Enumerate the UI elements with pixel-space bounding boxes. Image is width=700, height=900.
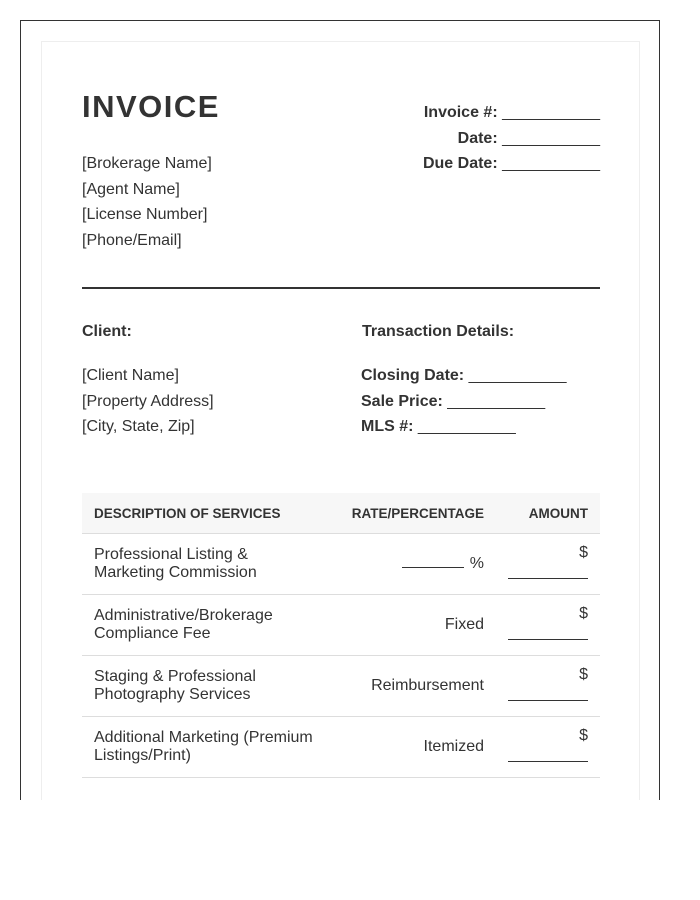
invoice-meta	[423, 100, 600, 177]
percent-sign: %	[469, 555, 484, 572]
due-date-label: Due Date:	[422, 155, 498, 173]
service-description: Professional Listing & Marketing Commission	[82, 534, 329, 595]
due-date-row	[423, 151, 600, 177]
client-heading: Client:	[82, 323, 132, 340]
invoice-number-field[interactable]: ___________	[502, 104, 600, 121]
invoice-title: INVOICE	[82, 89, 220, 124]
city-state-zip: [City, State, Zip]	[82, 418, 195, 436]
service-amount[interactable]	[496, 717, 600, 778]
date-row	[423, 126, 600, 152]
brokerage-name: [Brokerage Name]	[82, 155, 212, 172]
date-label: Date:	[457, 129, 498, 147]
amount-blank[interactable]	[508, 639, 588, 640]
sale-price-row	[361, 389, 566, 415]
date-field[interactable]: ___________	[502, 129, 600, 147]
amount-header: AMOUNT	[496, 493, 600, 534]
service-description: Additional Marketing (Premium Listings/Print)	[82, 717, 329, 778]
mls-row	[361, 414, 566, 440]
dollar-sign: $	[579, 665, 588, 683]
service-amount[interactable]	[496, 534, 600, 595]
sale-price-field[interactable]: ___________	[447, 392, 546, 410]
dollar-sign: $	[579, 604, 588, 622]
service-amount[interactable]	[496, 595, 600, 656]
table-row	[82, 656, 600, 717]
service-rate	[329, 534, 496, 595]
service-description: Staging & Professional Photography Services	[82, 656, 329, 717]
closing-date-field[interactable]: ___________	[468, 367, 567, 384]
service-amount[interactable]	[496, 656, 600, 717]
service-rate: Fixed	[329, 595, 496, 656]
closing-date-row	[361, 363, 566, 389]
invoice-number-row	[423, 100, 600, 126]
sale-price-label: Sale Price:	[361, 392, 443, 410]
dollar-sign: $	[579, 726, 588, 744]
invoice-number-label: Invoice #:	[423, 104, 498, 121]
service-rate: Reimbursement	[329, 656, 496, 717]
rate-header: RATE/PERCENTAGE	[329, 493, 496, 534]
agent-info	[82, 151, 212, 253]
amount-blank[interactable]	[508, 578, 588, 579]
transaction-info	[361, 363, 566, 440]
due-date-field[interactable]: ___________	[502, 155, 600, 173]
license-number: [License Number]	[82, 206, 208, 224]
dollar-sign: $	[579, 543, 588, 561]
agent-name: [Agent Name]	[82, 180, 180, 198]
header-divider	[82, 287, 600, 289]
closing-date-label: Closing Date:	[361, 367, 465, 384]
services-table	[82, 493, 600, 778]
client-info	[82, 363, 214, 440]
table-header-row	[82, 493, 600, 534]
percentage-blank[interactable]	[402, 555, 464, 568]
client-name: [Client Name]	[82, 367, 179, 384]
phone-email: [Phone/Email]	[82, 231, 182, 249]
service-description: Administrative/Brokerage Compliance Fee	[82, 595, 329, 656]
table-row	[82, 534, 600, 595]
amount-blank[interactable]	[508, 700, 588, 701]
description-header: DESCRIPTION OF SERVICES	[82, 493, 329, 534]
service-rate: Itemized	[329, 717, 496, 778]
table-row	[82, 595, 600, 656]
mls-field[interactable]: ___________	[417, 418, 516, 436]
amount-blank[interactable]	[508, 761, 588, 762]
table-row	[82, 717, 600, 778]
property-address: [Property Address]	[82, 392, 214, 410]
mls-label: MLS #:	[361, 418, 414, 436]
transaction-heading: Transaction Details:	[362, 323, 515, 340]
